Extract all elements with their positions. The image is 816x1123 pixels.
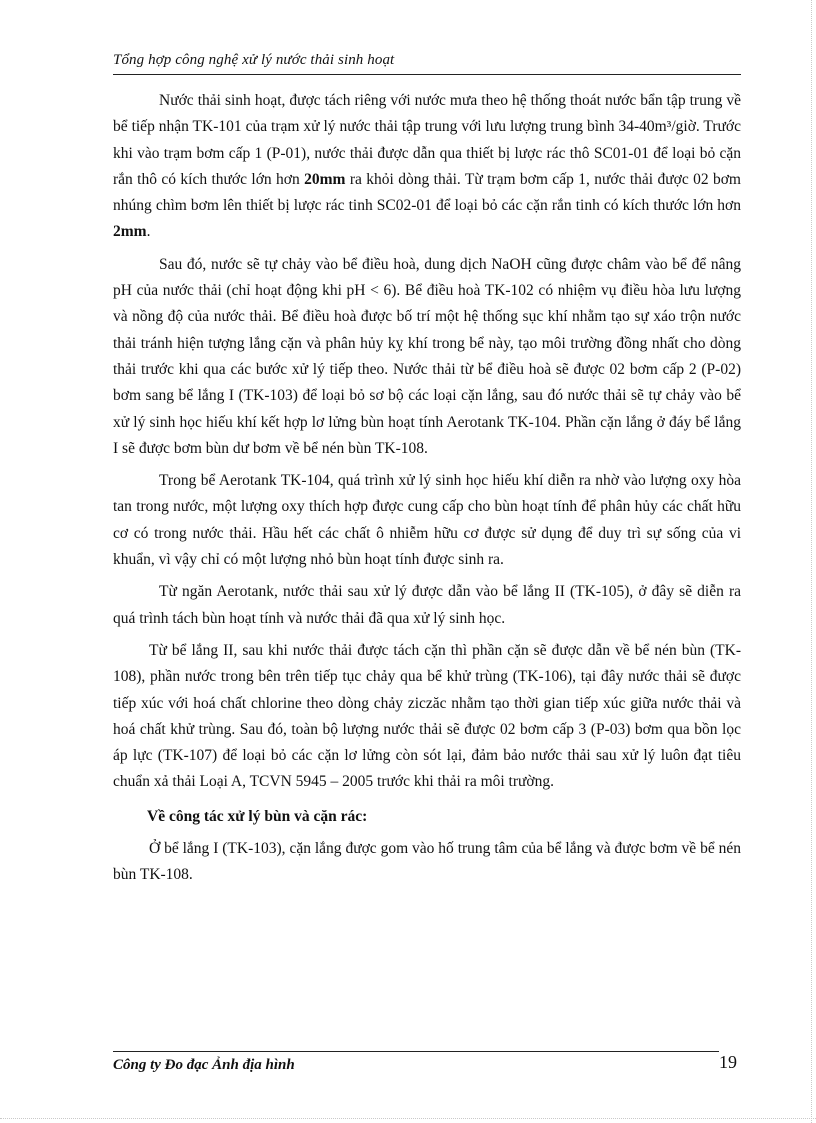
paragraph-intake-bold-2mm: 2mm <box>113 223 147 241</box>
footer-company: Công ty Đo đạc Ảnh địa hình <box>113 1057 295 1073</box>
page-edge-right <box>811 0 812 1123</box>
paragraph-aerotank: Trong bể Aerotank TK-104, quá trình xử lý sinh học hiếu khí diễn ra nhờ vào lượng oxy hòa tan trong nước, một lượng oxy thích hợp được cung cấp cho bùn hoạt tính để phân hủy các chất hữu cơ có trong nước thải. Hầu hết các chất ô nhiễm hữu cơ được sử dụng để duy trì sự sống của vi khuẩn, vì vậy chỉ có một lượng nhỏ bùn hoạt tính được sinh ra. <box>113 472 741 569</box>
footer-divider <box>113 1051 719 1052</box>
paragraph-sludge: Ở bể lắng I (TK-103), cặn lắng được gom vào hố trung tâm của bể lắng và được bơm về bể nén bùn TK-108. <box>113 840 741 884</box>
page-header <box>113 50 741 75</box>
section-heading-sludge: Về công tác xử lý bùn và cặn rác: <box>147 807 368 825</box>
paragraph-equalization: Sau đó, nước sẽ tự chảy vào bể điều hoà, dung dịch NaOH cũng được châm vào bể để nâng pH của nước thải (chỉ hoạt động khi pH < 6). Bể điều hoà TK-102 có nhiệm vụ điều hòa lưu lượng và nồng độ của nước thải. Bể điều hoà được bố trí một hệ thống sục khí nhằm tạo sự xáo trộn nước thải tránh hiện tượng lắng cặn và phân hủy kỵ khí trong bể này, tạo môi trường đồng nhất cho dòng thải trước khi qua các bước xử lý tiếp theo. Nước thải từ bể điều hoà sẽ được 02 bơm cấp 2 (P-02) bơm sang bể lắng I (TK-103) để loại bỏ sơ bộ các loại cặn lắng, sau đó nước thải sẽ tự chảy vào bể xử lý sinh học hiếu khí kết hợp lơ lửng bùn hoạt tính Aerotank TK-104. Phần cặn lắng ở đáy bể lắng I sẽ được bơm bùn dư bơm về bể nén bùn TK-108. <box>113 255 741 457</box>
page-number: 19 <box>719 1052 737 1072</box>
paragraph-disinfection: Từ bể lắng II, sau khi nước thải được tách cặn thì phần cặn sẽ được dẫn về bể nén bùn (TK-108), phần nước trong bên trên tiếp tục chảy qua bể khử trùng (TK-106), tại đây nước thải sẽ được tiếp xúc với hoá chất chlorine theo dòng chảy ziczăc nhằm tạo thời gian tiếp xúc giữa nước thải và hoá chất khử trùng. Sau đó, toàn bộ lượng nước thải sẽ được 02 bơm cấp 3 (P-03) bơm qua bồn lọc áp lực (TK-107) để loại bỏ các cặn lơ lửng còn sót lại, đảm bảo nước thải sau xử lý luôn đạt tiêu chuẩn xả thải Loại A, TCVN 5945 – 2005 trước khi thải ra môi trường. <box>113 641 741 791</box>
paragraph-intake-text-2: ra khỏi dòng thải. Từ trạm bơm cấp 1, nước thải được 02 bơm nhúng chìm bơm lên thiết bị lược rác tinh SC02-01 để loại bỏ các cặn rắn tinh có kích thước lớn hơn <box>113 170 741 215</box>
paragraph-intake-bold-20mm: 20mm <box>304 170 346 188</box>
header-title: Tổng hợp công nghệ xử lý nước thải sinh hoạt <box>113 52 395 68</box>
page-edge-bottom <box>0 1118 816 1119</box>
paragraph-intake-text-1: Nước thải sinh hoạt, được tách riêng với nước mưa theo hệ thống thoát nước bẩn tập trung về bể tiếp nhận TK-101 của trạm xử lý nước thải tập trung với lưu lượng trung bình 34-40m³/giờ. Trước khi vào trạm bơm cấp 1 (P-01), nước thải được dẫn qua thiết bị lược rác thô SC01-01 để loại bỏ cặn rắn thô có kích thước lớn hơn <box>113 92 741 188</box>
document-body <box>113 88 741 889</box>
paragraph-intake <box>113 88 741 246</box>
paragraph-settling-2: Từ ngăn Aerotank, nước thải sau xử lý được dẫn vào bể lắng II (TK-105), ở đây sẽ diễn ra quá trình tách bùn hoạt tính và nước thải đã qua xử lý sinh học. <box>113 583 741 627</box>
paragraph-intake-text-3: . <box>146 223 151 241</box>
